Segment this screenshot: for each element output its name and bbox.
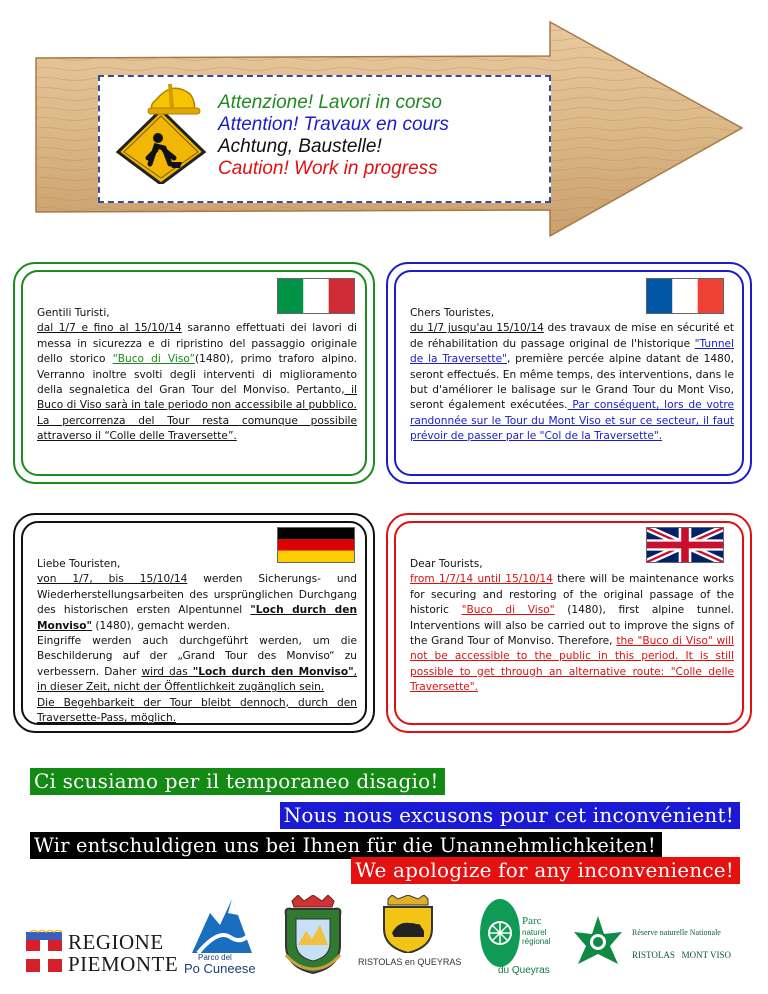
notice-body: des travaux de mise en sécurité et de réhabilitation du passage original de l'historique [410, 322, 734, 350]
sign-line-french: Attention! Travaux en cours [218, 114, 449, 135]
queyras-line4: du Queyras [498, 965, 550, 976]
apology-french: Nous nous excusons pour cet inconvénient! [280, 802, 740, 829]
german-notice-box [13, 513, 375, 733]
italian-notice-box [13, 262, 375, 484]
french-notice-box [386, 262, 752, 484]
closure-statement: il Buco di Viso sarà in tale periodo non accessibile al pubblico. [37, 384, 357, 412]
sign-line-english: Caution! Work in progress [218, 158, 438, 179]
ristolas-queyras-logo [354, 895, 464, 975]
french-notice-text [410, 306, 734, 445]
apology-english: We apologize for any inconvenience! [351, 857, 740, 884]
queyras-line2: naturel [522, 928, 547, 937]
italian-notice-text [37, 306, 357, 445]
place-name: “Buco di Viso” [112, 353, 195, 366]
regione-line1: REGIONE [68, 930, 164, 954]
sign-text [218, 92, 548, 180]
reserve-line2: RISTOLAS MONT VISO [632, 950, 732, 960]
apology-german: Wir entschuldigen uns bei Ihnen für die Unannehmlichkeiten! [30, 832, 662, 859]
greeting: Liebe Touristen, [37, 558, 121, 570]
notice-body: , première percée alpine datant de 1480, seront effectués. En même temps, des interventions, dans le but d'améliorer le balisage sur le Grand Tour du Mont Viso, seront également exécutées. [410, 353, 734, 412]
alternative-route: Die Begehbarkeit der Tour bleibt dennoch, durch den Traversette-Pass, möglich. [37, 696, 357, 725]
notice-body: (1480), primo traforo alpino. Verranno inoltre svolti degli interventi di miglioramento della segnaletica del Gran Tour del Monviso. Pertanto, [37, 353, 357, 397]
closure-statement: the "Buco di Viso" will not be accessible to the public in this period. It is still possible to get through an alternative route: "Colle delle Traversette". [410, 635, 734, 694]
greeting: Gentili Turisti, [37, 307, 110, 319]
parc-queyras-logo [478, 893, 562, 977]
apology-italian: Ci scusiamo per il temporaneo disagio! [30, 768, 445, 795]
regione-line2: PIEMONTE [68, 952, 179, 976]
queyras-line1: Parc [522, 915, 542, 927]
municipal-crest-logo [282, 895, 344, 975]
place-name: "Loch durch den Monviso" [37, 604, 357, 632]
queyras-line3: régional [522, 937, 551, 946]
german-notice-text [37, 557, 357, 726]
date-range: from 1/7/14 until 15/10/14 [410, 573, 553, 586]
place-name: "Loch durch den Monviso" [192, 665, 354, 678]
sign-line-italian: Attenzione! Lavori in corso [218, 92, 442, 113]
construction-worker-warning-icon [112, 80, 210, 184]
queyras-leaf-icon [478, 897, 522, 969]
english-notice-box [386, 513, 752, 733]
closure-statement: wird das [141, 665, 193, 678]
alternative-route: La percorrenza del Tour resta comunque possibile attraverso il “Colle delle Traversette”. [37, 414, 357, 443]
greeting: Chers Touristes, [410, 307, 495, 319]
closure-statement: , in dieser Zeit, nicht der Öffentlichkeit zugänglich sein. [37, 665, 357, 694]
notice-body: Eingriffe werden auch durchgeführt werden, um die Beschilderung auf der „Grand Tour des Monviso“ zu verbessern. Daher [37, 635, 357, 678]
date-range: du 1/7 jusqu'au 15/10/14 [410, 322, 544, 335]
reserve-line1: Réserve naturelle Nationale [632, 928, 721, 937]
sign-line-german: Achtung, Baustelle! [218, 136, 382, 157]
work-in-progress-sign [30, 14, 750, 244]
notice-body: (1480), first alpine tunnel. Interventions will also be carried out to improve the signs of the Grand Tour of Monviso. Therefore, [410, 604, 734, 648]
closure-statement: Par conséquent, lors de votre randonnée sur le Tour du Mont Viso et sur ce secteur, il faut prévoir de passer par le "Col de la Traversette". [410, 399, 734, 443]
notice-body: saranno effettuati dei lavori di messa in sicurezza e di ripristino del passaggio originale dello storico [37, 322, 357, 366]
date-range: dal 1/7 e fino al 15/10/14 [37, 322, 182, 335]
date-range: von 1/7, bis 15/10/14 [37, 573, 188, 586]
ristolas-shield-icon [380, 895, 436, 953]
notice-body: there will be maintenance works for securing and restoring of the original passage of the historic [410, 573, 734, 617]
po-line1: Parco del [198, 953, 232, 962]
parco-po-cuneese-logo [180, 893, 262, 975]
reserve-ristolas-monviso-logo [570, 910, 750, 974]
reserve-star-icon [570, 914, 626, 970]
english-notice-text [410, 557, 734, 696]
crest-shield-icon [282, 895, 344, 975]
place-name: "Tunnel de la Traversette" [410, 337, 734, 366]
piemonte-crest-icon [24, 930, 64, 974]
greeting: Dear Tourists, [410, 558, 483, 570]
mountain-icon [190, 893, 254, 955]
regione-piemonte-logo [24, 928, 179, 976]
po-line2: Po Cuneese [184, 961, 256, 976]
notice-body: (1480), gemacht werden. [92, 619, 231, 632]
notice-body: werden Sicherungs- und Wiederherstellungsarbeiten des ursprünglichen Durchgang des historischen ersten Alpentunnel [37, 573, 358, 617]
ristolas-text: RISTOLAS en QUEYRAS [358, 957, 462, 967]
place-name: "Buco di Viso" [461, 604, 555, 617]
